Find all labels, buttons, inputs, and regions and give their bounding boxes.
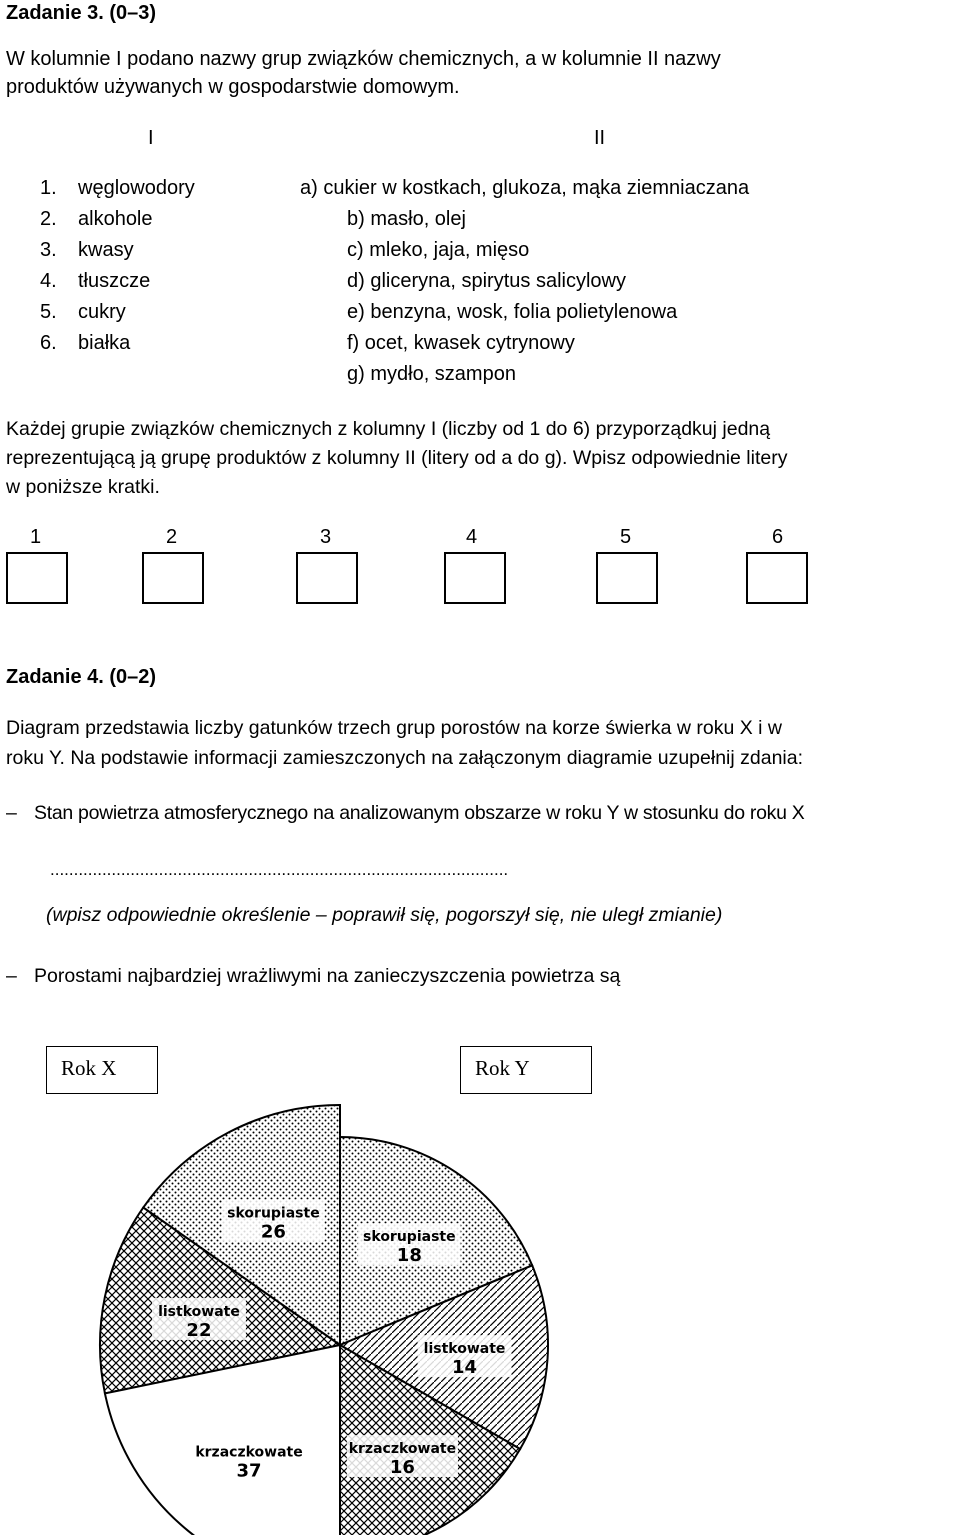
answer-box-6[interactable]	[746, 552, 808, 604]
box-label-6: 6	[772, 526, 784, 548]
col2-item-e: e) benzyna, wosk, folia polietylenowa	[347, 301, 678, 323]
answer-box-4[interactable]	[444, 552, 506, 604]
pie-label-x-krzaczkowate: krzaczkowate	[195, 1444, 303, 1461]
task4-intro-line1: Diagram przedstawia liczby gatunków trzech grup porostów na korze świerka w roku X i w	[6, 717, 782, 739]
pie-label-y-skorupiaste: skorupiaste	[363, 1229, 456, 1246]
pie-label-x-skorupiaste: skorupiaste	[227, 1205, 320, 1222]
task3-instruction-line1: Każdej grupie związków chemicznych z kolumny I (liczby od 1 do 6) przyporządkuj jedną	[6, 418, 771, 440]
task3-intro-line1: W kolumnie I podano nazwy grup związków chemicznych, a w kolumnie II nazwy	[6, 48, 721, 70]
pie-label-y-listkowate: listkowate	[423, 1341, 506, 1358]
pie-value-x-skorupiaste: 26	[260, 1221, 286, 1243]
col1-num: 3.	[40, 239, 57, 261]
col2-item-f: f) ocet, kwasek cytrynowy	[347, 332, 575, 354]
col2-item-d: d) gliceryna, spirytus salicylowy	[347, 270, 626, 292]
task4-bullet1: Stan powietrza atmosferycznego na analizowanym obszarze w roku Y w stosunku do roku X	[34, 802, 805, 824]
col1-item-alkohole: alkohole	[78, 208, 153, 230]
task4-bullet2: Porostami najbardziej wrażliwymi na zanieczyszczenia powietrza są	[34, 965, 621, 987]
task3-instruction-line3: w poniższe kratki.	[6, 476, 160, 498]
pie-value-x-krzaczkowate: 37	[236, 1460, 262, 1482]
pie-value-y-krzaczkowate: 16	[389, 1457, 415, 1479]
pie-label-y-krzaczkowate: krzaczkowate	[348, 1441, 457, 1458]
col1-item-weglowodory: węglowodory	[78, 177, 195, 199]
bullet1-dash: –	[6, 802, 17, 824]
answer-box-2[interactable]	[142, 552, 204, 604]
box-label-5: 5	[620, 526, 632, 548]
answer-box-1[interactable]	[6, 552, 68, 604]
box-label-2: 2	[166, 526, 178, 548]
box-label-3: 3	[320, 526, 332, 548]
pie-value-x-listkowate: 22	[186, 1319, 212, 1341]
col1-num: 1.	[40, 177, 57, 199]
answer-dots[interactable]: .................................................................................................	[50, 860, 509, 879]
task3-intro-line2: produktów używanych w gospodarstwie domowym.	[6, 76, 460, 98]
col1-num: 4.	[40, 270, 57, 292]
pie-value-y-skorupiaste: 18	[396, 1245, 422, 1267]
column-1-header: I	[148, 127, 154, 149]
col1-item-cukry: cukry	[78, 301, 126, 323]
task4-title: Zadanie 4. (0–2)	[6, 666, 157, 688]
task4-intro-line2: roku Y. Na podstawie informacji zamieszczonych na załączonym diagramie uzupełnij zdania:	[6, 747, 804, 769]
col1-item-tluszcze: tłuszcze	[78, 270, 151, 292]
task3-instruction-line2: reprezentującą ją grupę produktów z kolumny II (litery od a do g). Wpisz odpowiednie litery	[6, 447, 788, 469]
rok-y-label: Rok Y	[460, 1046, 592, 1094]
answer-box-3[interactable]	[296, 552, 358, 604]
col1-num: 2.	[40, 208, 57, 230]
box-label-1: 1	[30, 526, 42, 548]
rok-x-label: Rok X	[46, 1046, 158, 1094]
column-2-header: II	[594, 127, 606, 149]
task4-hint: (wpisz odpowiednie określenie – poprawił się, pogorszył się, nie uległ zmianie)	[46, 904, 723, 926]
answer-box-5[interactable]	[596, 552, 658, 604]
bullet2-dash: –	[6, 965, 17, 987]
col1-item-kwasy: kwasy	[78, 239, 134, 261]
col1-num: 6.	[40, 332, 57, 354]
pie-label-x-listkowate: listkowate	[158, 1303, 240, 1320]
col2-item-c: c) mleko, jaja, mięso	[347, 239, 530, 261]
col1-num: 5.	[40, 301, 57, 323]
col1-item-bialka: białka	[78, 332, 131, 354]
lichen-pie-chart	[0, 1095, 960, 1535]
col2-item-b: b) masło, olej	[347, 208, 466, 230]
pie-value-y-listkowate: 14	[452, 1357, 478, 1379]
task3-title: Zadanie 3. (0–3)	[6, 2, 157, 24]
col2-item-a: a) cukier w kostkach, glukoza, mąka ziemniaczana	[300, 177, 750, 199]
box-label-4: 4	[466, 526, 478, 548]
col2-item-g: g) mydło, szampon	[347, 363, 516, 385]
